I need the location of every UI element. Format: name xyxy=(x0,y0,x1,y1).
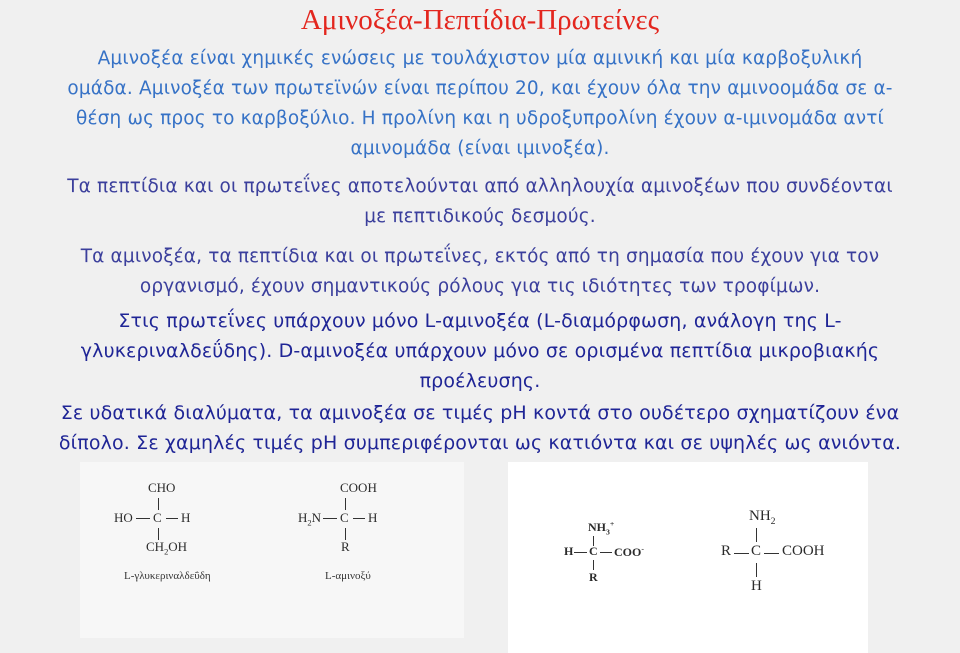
bond xyxy=(574,552,587,553)
bond xyxy=(353,518,365,519)
coo-charge: - xyxy=(641,544,644,553)
amino-acid-label: L-αμινοξύ xyxy=(325,570,371,582)
h-atom: H xyxy=(368,510,378,525)
paragraph-peptides xyxy=(2,172,958,232)
h-atom: H xyxy=(751,578,762,594)
cho-group: CHO xyxy=(148,480,176,495)
paragraph-l-amino-acids xyxy=(2,306,958,396)
text-line: θέση ως προς το καρβοξύλιο. Η προλίνη και η υδροξυπρολίνη έχουν α-ιμινομάδα αντί xyxy=(76,108,884,129)
text-line: αμινομάδα (είναι ιμινοξέα). xyxy=(350,138,610,159)
paragraph-dipole-ph xyxy=(2,398,958,458)
text-line: γλυκεριναλδεΰδης). D-αμινοξέα υπάρχουν μόνο σε ορισμένα πεπτίδια μικροβιακής xyxy=(80,340,880,362)
cooh-group: COOH xyxy=(340,480,377,495)
text-line: Τα αμινοξέα, τα πεπτίδια και οι πρωτεΐνες, εκτός από τη σημασία που έχουν για τον xyxy=(80,246,880,267)
nh3-sub: 3 xyxy=(606,527,610,537)
bond xyxy=(323,518,337,519)
r-group: R xyxy=(721,543,732,559)
bond xyxy=(136,518,150,519)
bond xyxy=(593,560,594,570)
carbon-center: C xyxy=(153,510,162,525)
text-line: με πεπτιδικούς δεσμούς. xyxy=(364,206,596,227)
cooh-group: COOH xyxy=(782,543,825,559)
glyceraldehyde-label: L-γλυκεριναλδεΰδη xyxy=(124,570,211,582)
bond xyxy=(756,528,757,542)
text-line: Τα πεπτίδια και οι πρωτεΐνες αποτελούνται από αλληλουχία αμινοξέων που συνδέονται xyxy=(67,176,893,197)
text-line: προέλευσης. xyxy=(419,370,541,392)
coo-group xyxy=(614,544,644,560)
bond xyxy=(600,552,612,553)
nh3-group xyxy=(588,519,614,536)
h2n-n: N xyxy=(311,510,321,525)
r-group: R xyxy=(341,539,350,554)
paragraph-food-roles xyxy=(2,242,958,302)
ch2oh-sub: 2 xyxy=(164,546,169,557)
h2n-sub: 2 xyxy=(307,517,312,528)
figure-amino-acid-forms xyxy=(508,462,868,653)
nh2-group xyxy=(749,508,776,527)
h2n-group xyxy=(298,510,321,528)
text-line: δίπολο. Σε χαμηλές τιμές pH συμπεριφέρονται ως κατιόντα και σε υψηλές ως ανιόντα. xyxy=(58,432,902,454)
nh2-nh: NH xyxy=(749,508,771,524)
carbon-center: C xyxy=(589,544,598,558)
coo-text: COO xyxy=(614,545,642,559)
nh3-nh: NH xyxy=(588,520,606,534)
h-atom: H xyxy=(181,510,191,525)
r-group: R xyxy=(589,570,598,584)
h2n-h: H xyxy=(298,510,308,525)
nh3-charge: + xyxy=(609,519,615,528)
bond xyxy=(158,498,159,510)
bond xyxy=(756,563,757,577)
text-line: οργανισμό, έχουν σημαντικούς ρόλους για τις ιδιότητες των τροφίμων. xyxy=(139,276,821,297)
text-line: Σε υδατικά διαλύματα, τα αμινοξέα σε τιμές pH κοντά στο ουδέτερο σχηματίζουν ένα xyxy=(60,402,900,424)
ch2oh-ch: CH xyxy=(146,539,165,554)
slide-title: Αμινοξέα-Πεπτίδια-Πρωτείνες xyxy=(300,4,660,36)
bond xyxy=(166,518,178,519)
bond xyxy=(734,553,749,554)
figure-fischer-projections xyxy=(80,462,464,638)
text-line: ομάδα. Αμινοξέα των πρωτεϊνών είναι περίπου 20, και έχουν όλα την αμινοομάδα σε α- xyxy=(67,78,893,99)
bond xyxy=(345,498,346,510)
h-atom: H xyxy=(564,544,574,558)
ho-group: HO xyxy=(114,510,133,525)
carbon-center: C xyxy=(340,510,349,525)
ch2oh-oh: OH xyxy=(168,539,188,554)
carbon-center: C xyxy=(751,543,762,559)
text-line: Αμινοξέα είναι χημικές ενώσεις με τουλάχιστον μία αμινική και μία καρβοξυλική xyxy=(97,48,863,69)
bond xyxy=(764,553,779,554)
text-line: Στις πρωτεΐνες υπάρχουν μόνο L-αμινοξέα (L-διαμόρφωση, ανάλογη της L- xyxy=(118,310,842,332)
paragraph-amino-acids-definition xyxy=(2,44,958,164)
nh2-sub: 2 xyxy=(770,516,776,527)
ch2oh-group xyxy=(146,539,187,557)
